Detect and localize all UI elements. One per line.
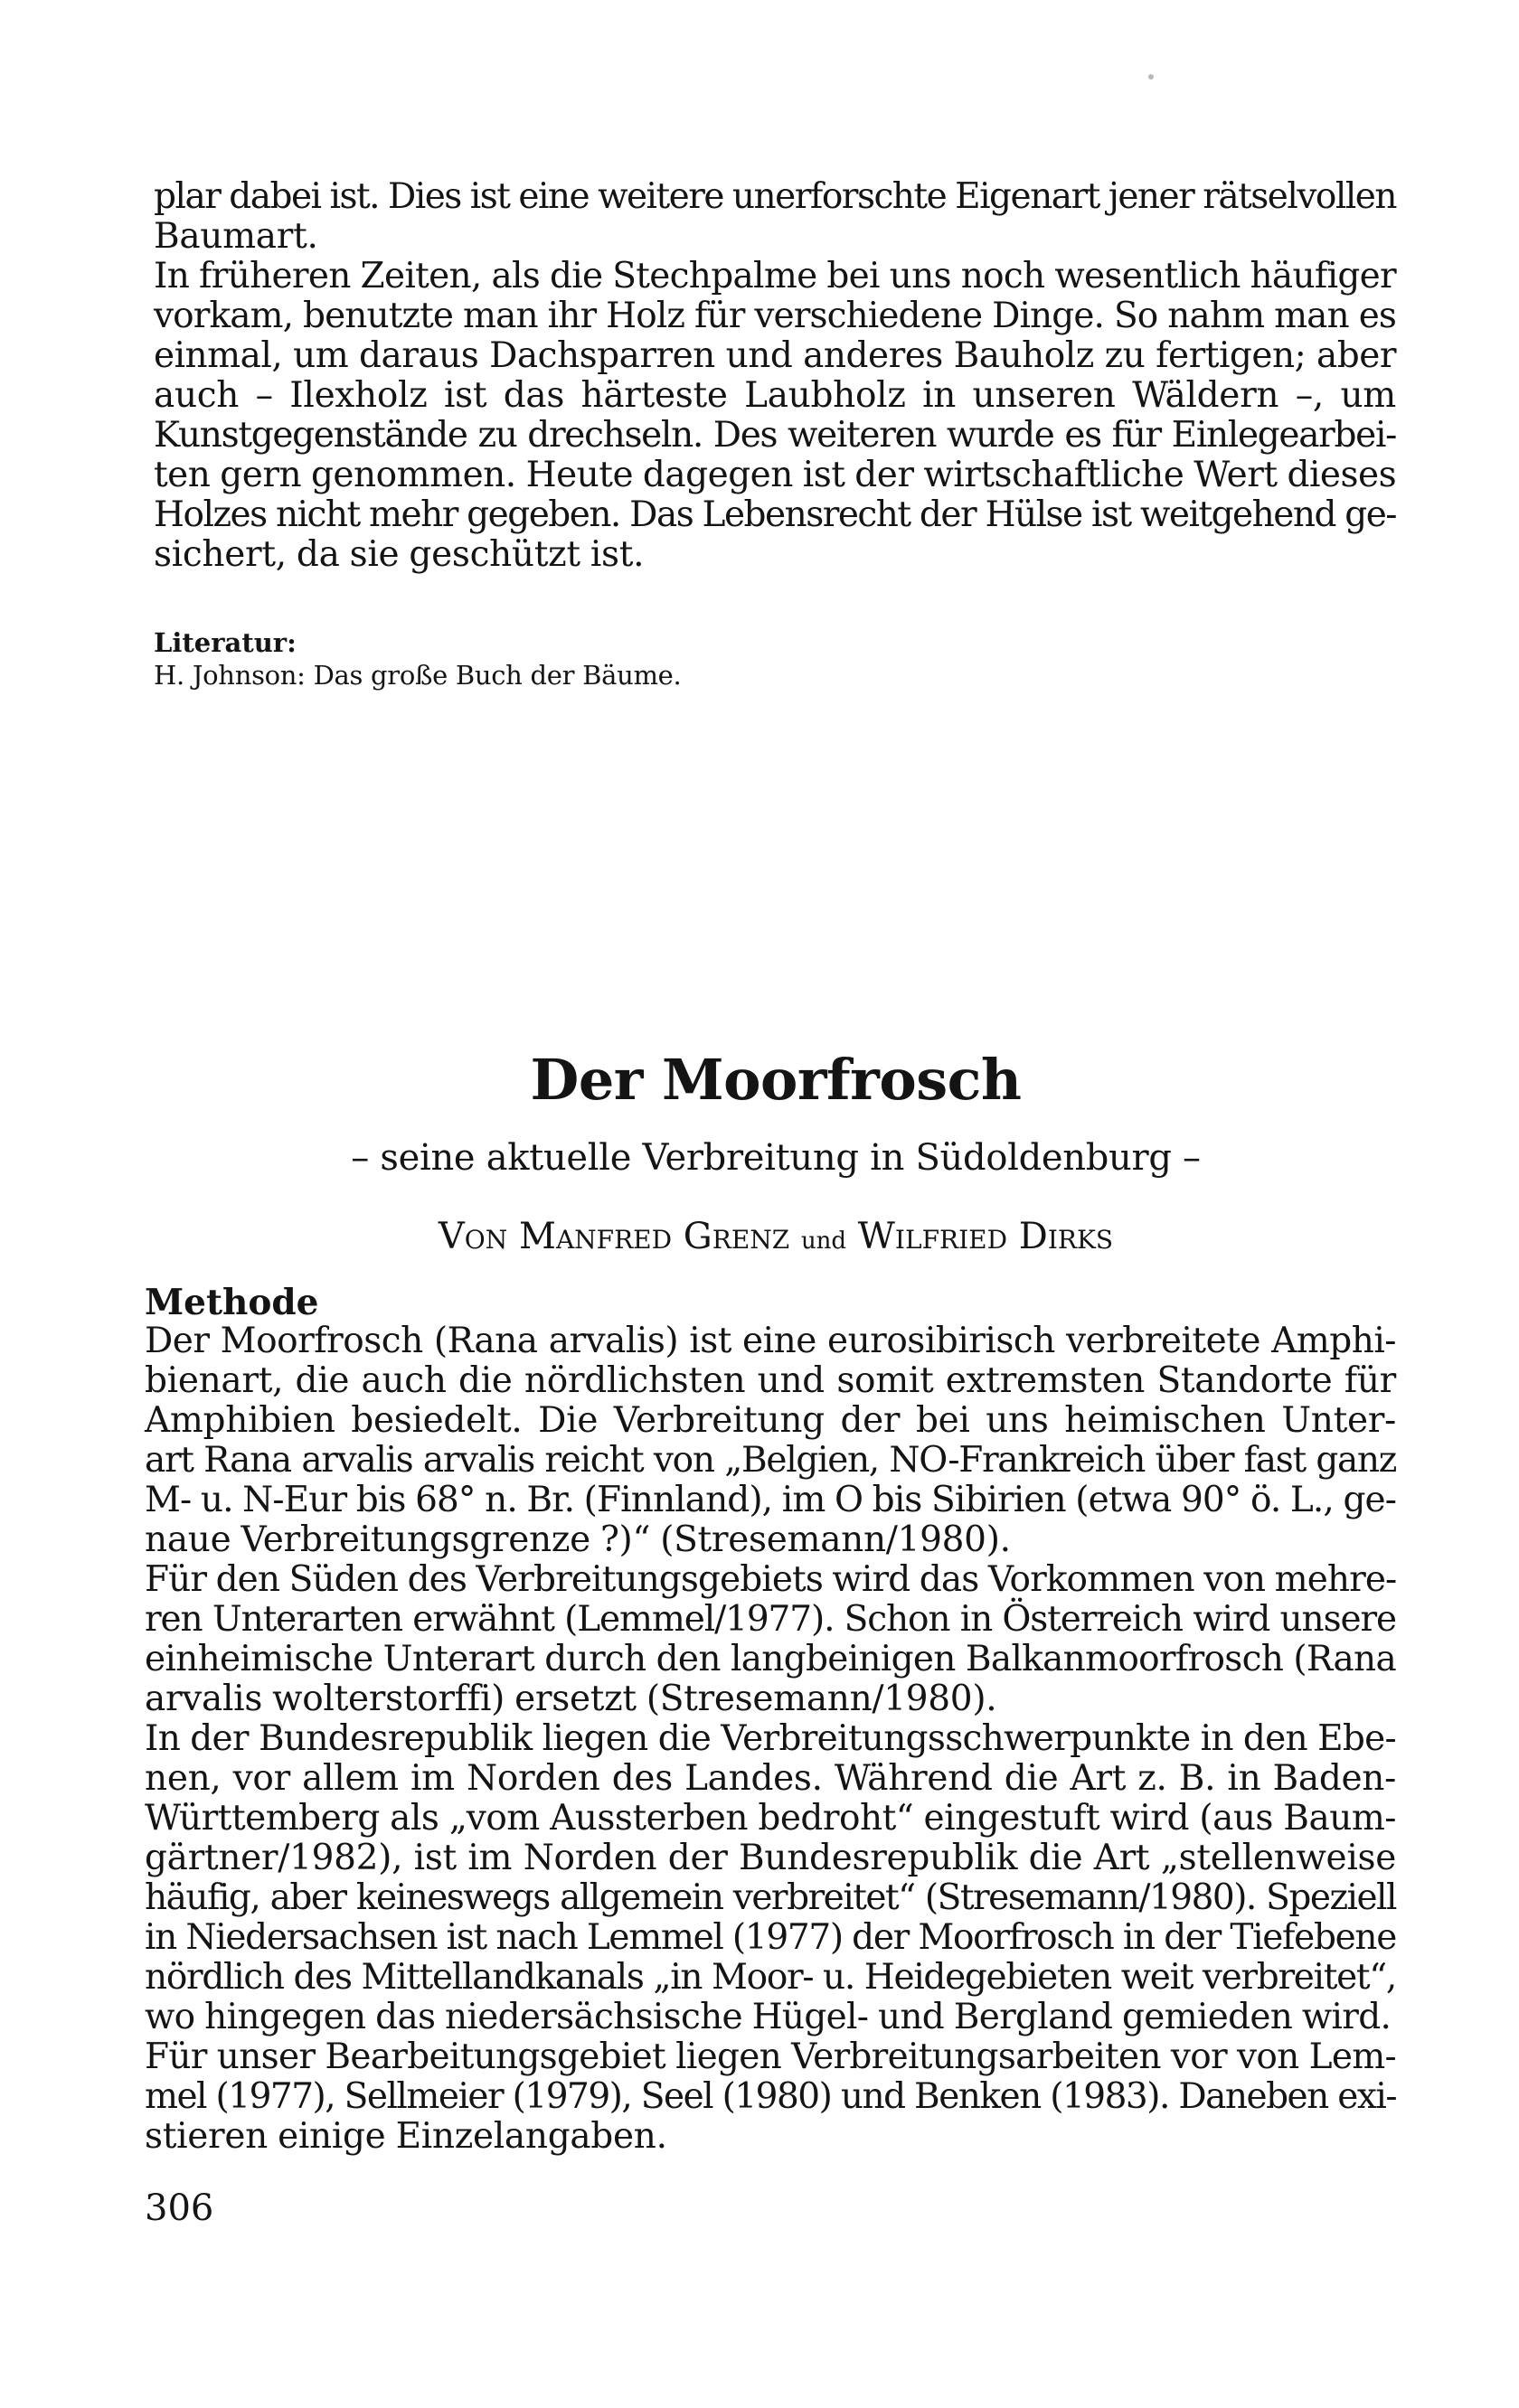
author1-last-initial: G xyxy=(683,1216,712,1257)
article-subtitle: – seine aktuelle Verbreitung in Südoldenburg – xyxy=(351,1137,1201,1179)
author2-first-initial: W xyxy=(857,1216,895,1257)
author2-last-initial: D xyxy=(1018,1216,1048,1257)
text-line: vorkam, benutzte man ihr Holz für verschiedene Dinge. So nahm man es xyxy=(154,296,1396,336)
text-line: ren Unterarten erwähnt (Lemmel/1977). Schon in Österreich wird unsere xyxy=(145,1599,1396,1640)
literature-entry: H. Johnson: Das große Buch der Bäume. xyxy=(154,660,682,691)
text-line: nen, vor allem im Norden des Landes. Während die Art z. B. in Baden- xyxy=(145,1758,1396,1799)
text-line: Amphibien besiedelt. Die Verbreitung der bei uns heimischen Unter- xyxy=(145,1400,1396,1441)
text-line: häufig, aber keineswegs allgemein verbreitet“ (Stresemann/1980). Speziell xyxy=(145,1877,1396,1918)
article-byline xyxy=(0,1216,1519,1257)
text-line: stieren einige Einzelangaben. xyxy=(145,2116,667,2157)
section-heading-methode: Methode xyxy=(145,1282,319,1323)
byline-von-rest: ON xyxy=(464,1225,508,1255)
author1-first-rest: ANFRED xyxy=(555,1225,673,1255)
text-line: Für unser Bearbeitungsgebiet liegen Verbreitungsarbeiten vor von Lem- xyxy=(145,2036,1396,2077)
text-line: sichert, da sie geschützt ist. xyxy=(154,534,645,575)
text-line: In früheren Zeiten, als die Stechpalme bei uns noch wesentlich häufiger xyxy=(154,256,1396,296)
text-line: Für den Süden des Verbreitungsgebiets wird das Vorkommen von mehre- xyxy=(145,1559,1397,1600)
byline-und: und xyxy=(800,1228,847,1255)
text-line: Holzes nicht mehr gegeben. Das Lebensrecht der Hülse ist weitgehend ge- xyxy=(154,494,1396,535)
byline-von-initial: V xyxy=(438,1216,465,1257)
author2-first-rest: ILFRIED xyxy=(894,1225,1008,1255)
text-line: ten gern genommen. Heute dagegen ist der wirtschaftliche Wert dieses xyxy=(154,455,1397,495)
text-line: Baumart. xyxy=(154,216,318,257)
text-line: M- u. N-Eur bis 68° n. Br. (Finnland), im O bis Sibirien (etwa 90° ö. L., ge- xyxy=(145,1480,1396,1520)
page-number: 306 xyxy=(145,2187,214,2229)
text-line: nördlich des Mittellandkanals „in Moor- u. Heidegebieten weit verbreitet“, xyxy=(145,1957,1396,1998)
continuation-text xyxy=(154,177,1396,575)
author2-last-rest: IRKS xyxy=(1047,1225,1114,1255)
article-title: Der Moorfrosch xyxy=(530,1047,1022,1113)
author1-first-initial: M xyxy=(518,1216,556,1257)
text-line: Kunstgegenstände zu drechseln. Des weiteren wurde es für Einlegearbei- xyxy=(154,415,1396,456)
article-body xyxy=(145,1322,1396,2157)
text-line: plar dabei ist. Dies ist eine weitere unerforschte Eigenart jener rätselvollen xyxy=(154,176,1396,217)
text-line: einmal, um daraus Dachsparren und anderes Bauholz zu fertigen; aber xyxy=(154,335,1396,376)
text-line: art Rana arvalis arvalis reicht von „Belgien, NO-Frankreich über fast ganz xyxy=(145,1440,1396,1481)
text-line: bienart, die auch die nördlichsten und somit extremsten Standorte für xyxy=(145,1360,1396,1401)
literature-heading: Literatur: xyxy=(154,627,297,658)
author1-last-rest: RENZ xyxy=(712,1225,790,1255)
scan-speck xyxy=(1148,74,1154,80)
text-line: In der Bundesrepublik liegen die Verbreitungsschwerpunkte in den Ebe- xyxy=(145,1718,1396,1759)
text-line: arvalis wolterstorffi) ersetzt (Stresemann/1980). xyxy=(145,1679,997,1719)
text-line: Der Moorfrosch (Rana arvalis) ist eine eurosibirisch verbreitete Amphi- xyxy=(145,1321,1396,1361)
text-line: naue Verbreitungsgrenze ?)“ (Stresemann/1980). xyxy=(145,1519,1011,1560)
text-line: Württemberg als „vom Aussterben bedroht“ eingestuft wird (aus Baum- xyxy=(145,1798,1396,1839)
text-line: gärtner/1982), ist im Norden der Bundesrepublik die Art „stellenweise xyxy=(145,1838,1396,1878)
text-line: einheimische Unterart durch den langbeinigen Balkanmoorfrosch (Rana xyxy=(145,1639,1396,1679)
text-line: mel (1977), Sellmeier (1979), Seel (1980) und Benken (1983). Daneben exi- xyxy=(145,2076,1396,2117)
text-line: auch – Ilexholz ist das härteste Laubholz in unseren Wäldern –, um xyxy=(154,375,1396,416)
text-line: in Niedersachsen ist nach Lemmel (1977) der Moorfrosch in der Tiefebene xyxy=(145,1917,1396,1958)
text-line: wo hingegen das niedersächsische Hügel- und Bergland gemieden wird. xyxy=(145,1997,1392,2037)
